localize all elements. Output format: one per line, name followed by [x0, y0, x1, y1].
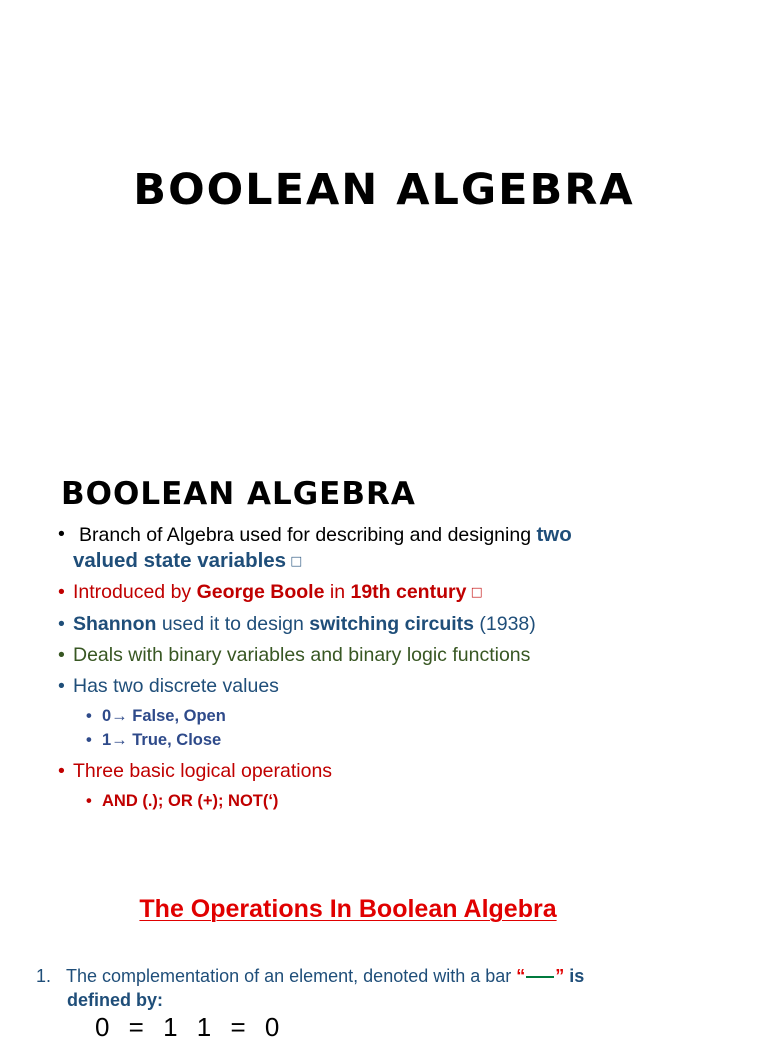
bullet-text: Introduced by [73, 581, 197, 604]
bullet-text: in [324, 581, 351, 604]
missing-glyph-icon: □ [471, 584, 482, 602]
item-number: 1. [36, 966, 52, 986]
bullet-text: AND (.); OR (+); NOT(‘) [102, 791, 279, 810]
list-item [58, 522, 738, 574]
bullet-emphasis: switching circuits [309, 612, 474, 635]
list-item [58, 580, 738, 605]
bullet-text: 0→ False, Open [102, 706, 226, 725]
bullet-list [58, 522, 738, 814]
sub-list-item [86, 729, 738, 751]
item-text: is [564, 966, 585, 986]
bullet-text: Deals with binary variables and binary logic functions [73, 643, 531, 666]
open-quote: “ [516, 966, 526, 986]
item-text: The complementation of an element, denoted with a bar [66, 966, 517, 986]
bullet-text: used it to design [156, 612, 310, 635]
bullet-emphasis: valued state variables [73, 549, 287, 572]
bullet-emphasis: 19th century [350, 581, 467, 604]
bullet-text: Has two discrete values [73, 674, 279, 697]
bullet-emphasis: two [536, 523, 572, 546]
bullet-emphasis: George Boole [196, 581, 325, 604]
bullet-text: (1938) [473, 612, 536, 635]
list-item [58, 674, 738, 699]
section-heading: BOOLEAN ALGEBRA [61, 476, 416, 512]
complement-formula: 0 = 1 1 = 0 [95, 1012, 286, 1042]
list-item [58, 612, 738, 637]
bullet-text: Three basic logical operations [73, 759, 333, 782]
list-item [58, 643, 738, 668]
operations-title: The Operations In Boolean Algebra [139, 895, 557, 923]
missing-glyph-icon: □ [291, 553, 302, 571]
bar-symbol [526, 976, 554, 978]
close-quote: ” [555, 966, 565, 986]
sub-list-item [86, 705, 738, 727]
bullet-text: Branch of Algebra used for describing and designing [79, 524, 537, 546]
bullet-text: 1→ True, Close [102, 730, 222, 749]
item-text-continued: defined by: [67, 990, 164, 1010]
bullet-emphasis: Shannon [73, 612, 157, 635]
slide-title: BOOLEAN ALGEBRA [133, 165, 635, 215]
numbered-item [36, 964, 736, 1012]
sub-list-item [86, 790, 738, 812]
list-item [58, 759, 738, 784]
